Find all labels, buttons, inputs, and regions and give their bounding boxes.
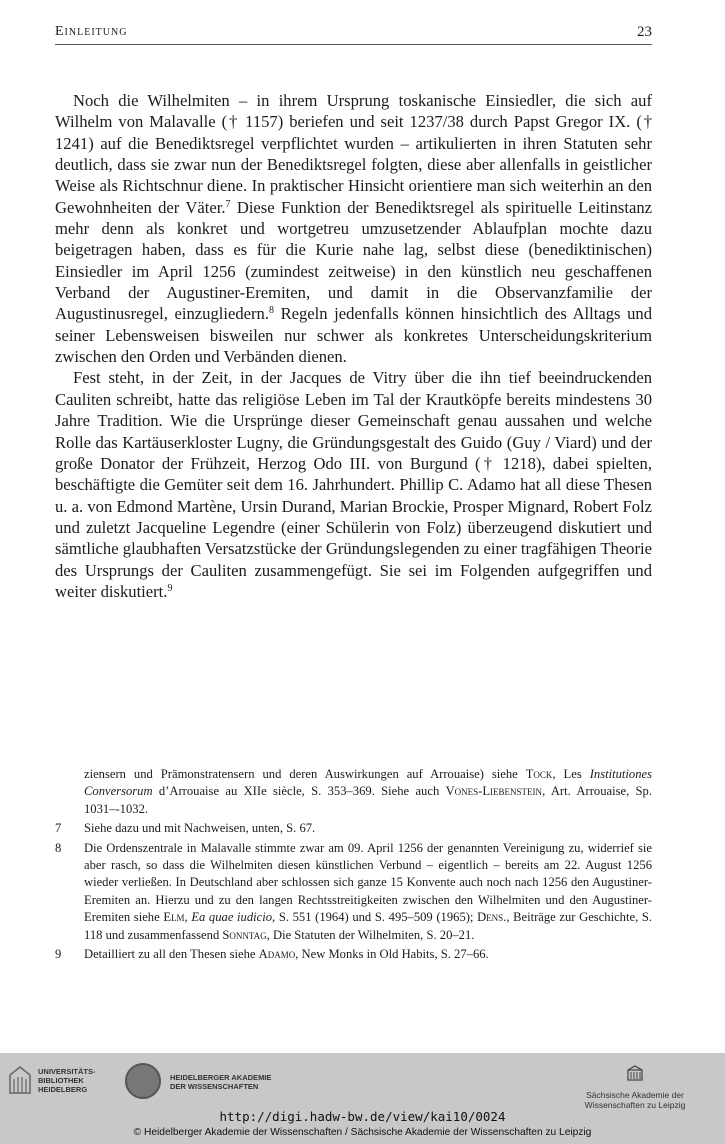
paragraph-2-text: Fest steht, in der Zeit, in der Jacques de Vitry über die ihn tief beeindruckenden Cauliten schreibt, hatte das religiöse Leben im Tal der Krautköpfe bereits mindestens 30 Jahre Tradition. Wie die Ursprünge dieser Gemeinschaft genau aussahen und welche Rolle das Kartäuserkloster Lugny, die Gründungsgestalt des Guido (Guy / Viard) und der große Donator der Frühzeit, Herzog Odo III. von Burgund († 1218), dabei spielten, beschäftigte die Gemüter seit dem 16. Jahrhundert. Phillip C. Adamo hat all diese Thesen u. a. von Edmond Martène, Ursin Durand, Marian Brockie, Prosper Mignard, Robert Folz und zuletzt Jacqueline Legendre (einer Schülerin von Folz) überzeugend diskutiert und sämtliche glaubhaften Versatzstücke der Gründungslegenden zu einer tragfähigen Theorie des Ursprungs der Cauliten zusammengefügt. Sie sei im Folgenden aufgegriffen und weiter diskutiert. (55, 368, 652, 601)
hdaw-logo-text: HEIDELBERGER AKADEMIE DER WISSENSCHAFTEN (170, 1073, 272, 1091)
footnote-text: Siehe dazu und mit Nachweisen, unten, S. 67. (84, 821, 316, 836)
digitization-footer (0, 1053, 725, 1144)
footnote-7 (55, 820, 652, 837)
permalink-url[interactable]: http://digi.hadw-bw.de/view/kai10/0024 (219, 1109, 506, 1124)
footnote-number: 9 (55, 947, 62, 962)
footnote-ref-7[interactable]: 7 (225, 198, 231, 210)
paragraph-1-text-b: Diese Funktion der Benediktsregel als spirituelle Leitinstanz mehr denn als konkret und wortgetreu umzusetzender Ablaufplan mochte dazu beigetragen haben, dass es für die Kurie nahe lag, selbst diese (benediktinischen) Einsiedler im April 1256 (zumindest zeitweise) in den künstlich neu geschaffenen Verband der Augustiner-Eremiten, und damit in die Observanzfamilie der Augustinusregel, einzugliedern. (55, 197, 652, 324)
paragraph-1 (55, 90, 652, 367)
footnote-ref-8[interactable]: 8 (268, 305, 274, 317)
page-number: 23 (637, 24, 652, 40)
main-text (55, 90, 652, 602)
footnote-number: 7 (55, 821, 62, 836)
library-building-icon (8, 1065, 32, 1095)
paragraph-1-text-a: Noch die Wilhelmiten – in ihrem Ursprung toskanische Einsiedler, die sich auf Wilhelm von Malavalle († 1157) beriefen und seit 1237/38 durch Papst Gregor IX. († 1241) auf die Benediktsregel verpflichtet wurden – artikulierten in ihren Statuten sehr deutlich, dass sie zwar nun der Benediktsregel folgten, diese aber allenfalls in geistlicher Weise als Richtschnur diene. In praktischer Hinsicht orientiere man sich weiterhin an den Gewohnheiten der Väter. (55, 91, 652, 217)
academy-seal-icon (125, 1063, 161, 1099)
ub-logo-text: UNIVERSITÄTS- BIBLIOTHEK HEIDELBERG (38, 1067, 96, 1094)
footnote-ref-9[interactable]: 9 (167, 582, 173, 594)
running-header (55, 22, 652, 45)
footnotes (55, 766, 652, 963)
footnote-9: 9 Detailliert zu all den Thesen siehe Adamo, New Monks in Old Habits, S. 27–66. (55, 946, 652, 963)
footnote-continuation: ziensern und Prämonstratensern und deren Auswirkungen auf Arrouaise) siehe Tock, Les Institutiones Conversorum d’Arrouaise au XIIe siècle, S. 353–369. Siehe auch Vones-Liebenstein, Art. Arrouaise, Sp. 1031–-1032. (84, 767, 652, 816)
copyright-notice: © Heidelberger Akademie der Wissenschaften / Sächsische Akademie der Wissenschaften zu Leipzig (133, 1127, 592, 1138)
paragraph-2 (55, 367, 652, 602)
paragraph-1-text-c: Regeln jedenfalls können hinsichtlich des Alltags und seiner Lebensweisen bisweilen nur schwer als konkretes Unterscheidungskriterium zwischen den Orden und Verbänden dienen. (55, 304, 652, 367)
footnote-8: 8 Die Ordenszentrale in Malavalle stimmte zwar am 09. April 1256 der genannten Vereinigung zu, widerrief sie aber rasch, so dass die Wilhelmiten diesen künstlichen Verbund – eigentlich – bereits am 22. August 1256 wieder verließen. In Deutschland aber schlossen sich ganze 15 Konvente auch noch nach 1256 den Augustiner-Eremiten an. Hierzu und zu den langen Rechtsstreitigkeiten zwischen den Wilhelmiten und den Augustiner-Eremiten siehe Elm, Ea quae iudicio, S. 551 (1964) und S. 495–509 (1965); Dens., Beiträge zur Geschichte, S. 118 und zusammenfassend Sonntag, Die Statuten der Wilhelmiten, S. 20–21. (55, 840, 653, 942)
saw-logo-text: Sächsische Akademie der Wissenschaften zu Leipzig (584, 1090, 686, 1110)
academy-building-icon (627, 1065, 643, 1081)
running-title: Einleitung (55, 24, 128, 39)
ub-heidelberg-logo[interactable] (8, 1063, 138, 1103)
hdaw-logo[interactable] (125, 1063, 300, 1107)
footnote-number: 8 (55, 840, 62, 855)
